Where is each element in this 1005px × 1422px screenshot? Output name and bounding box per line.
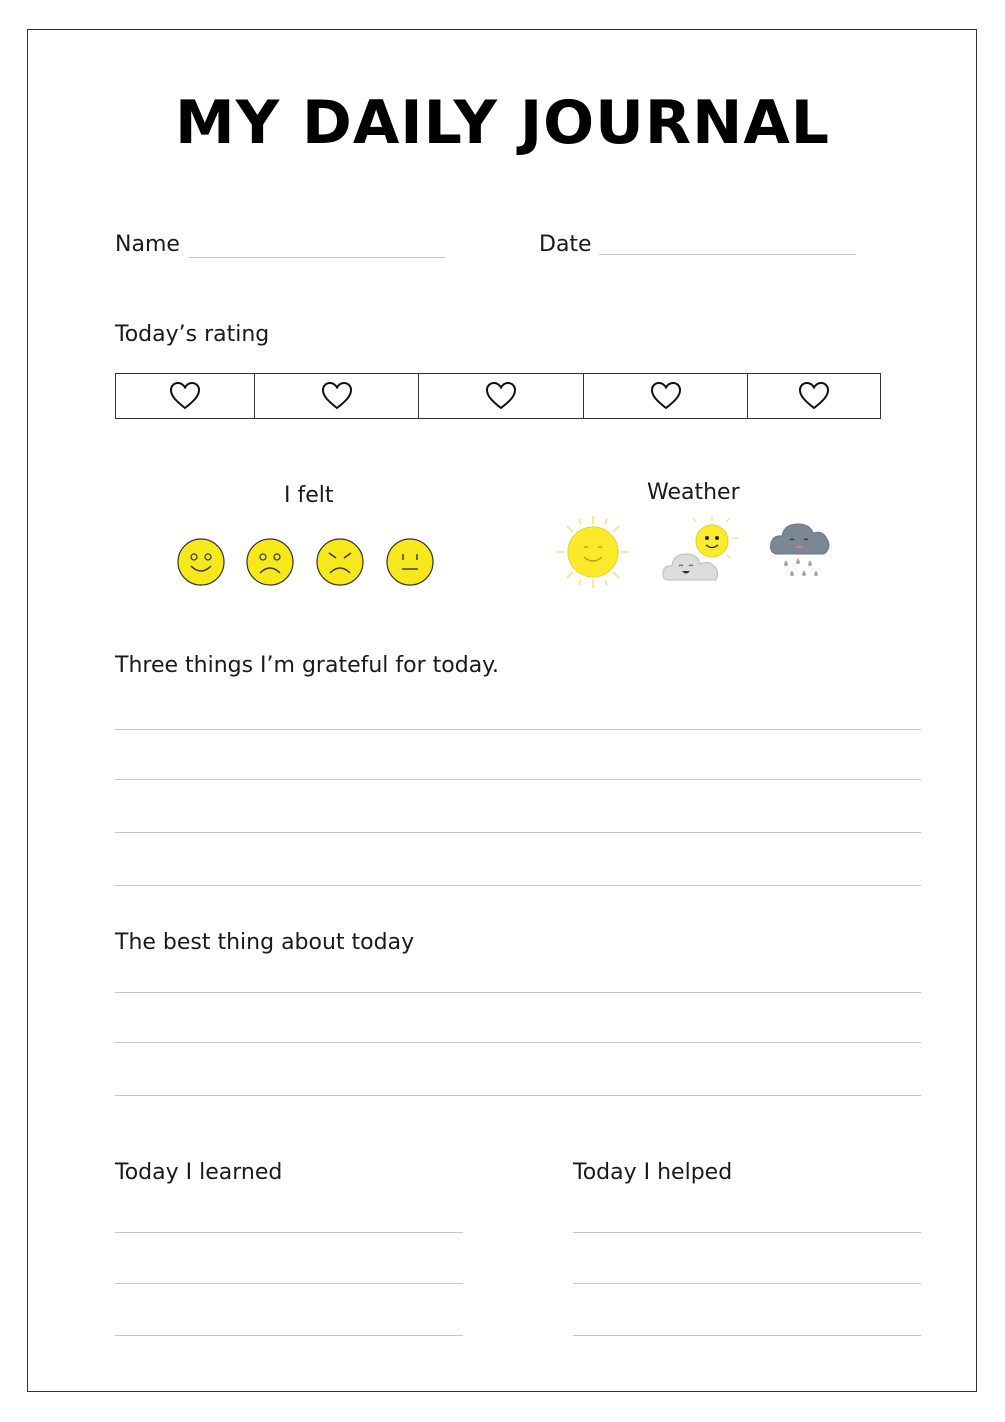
neutral-face-icon[interactable] (386, 538, 434, 586)
felt-label: I felt (284, 483, 334, 508)
learned-line-3[interactable] (115, 1335, 463, 1336)
best-thing-line-2[interactable] (115, 1042, 921, 1043)
date-label: Date (539, 232, 592, 257)
name-field[interactable] (189, 257, 445, 258)
grateful-line-2[interactable] (115, 779, 921, 780)
rating-cell-5[interactable] (748, 374, 880, 418)
grateful-line-1[interactable] (115, 729, 921, 730)
rating-scale (115, 373, 881, 419)
helped-line-3[interactable] (573, 1335, 921, 1336)
best-thing-line-3[interactable] (115, 1095, 921, 1096)
sunny-icon[interactable] (553, 512, 633, 592)
date-field[interactable] (599, 254, 856, 255)
heart-icon (485, 381, 517, 411)
heart-icon (321, 381, 353, 411)
rating-cell-1[interactable] (116, 374, 255, 418)
best-thing-heading: The best thing about today (115, 930, 415, 955)
page-title: MY DAILY JOURNAL (175, 88, 830, 158)
heart-icon (169, 381, 201, 411)
best-thing-line-1[interactable] (115, 992, 921, 993)
rating-cell-4[interactable] (584, 374, 748, 418)
learned-line-1[interactable] (115, 1232, 463, 1233)
heart-icon (798, 381, 830, 411)
learned-heading: Today I learned (115, 1160, 283, 1185)
helped-line-1[interactable] (573, 1232, 921, 1233)
rating-cell-2[interactable] (255, 374, 419, 418)
rain-cloud-icon[interactable] (768, 518, 832, 584)
learned-line-2[interactable] (115, 1283, 463, 1284)
happy-face-icon[interactable] (177, 538, 225, 586)
partly-cloudy-icon[interactable] (660, 514, 742, 586)
grateful-line-4[interactable] (115, 885, 921, 886)
rating-label: Today’s rating (115, 322, 270, 347)
helped-heading: Today I helped (573, 1160, 733, 1185)
name-label: Name (115, 232, 180, 257)
heart-icon (650, 381, 682, 411)
sad-face-icon[interactable] (246, 538, 294, 586)
rating-cell-3[interactable] (419, 374, 584, 418)
weather-label: Weather (647, 480, 740, 505)
grateful-line-3[interactable] (115, 832, 921, 833)
helped-line-2[interactable] (573, 1283, 921, 1284)
angry-face-icon[interactable] (316, 538, 364, 586)
grateful-heading: Three things I’m grateful for today. (115, 653, 500, 678)
